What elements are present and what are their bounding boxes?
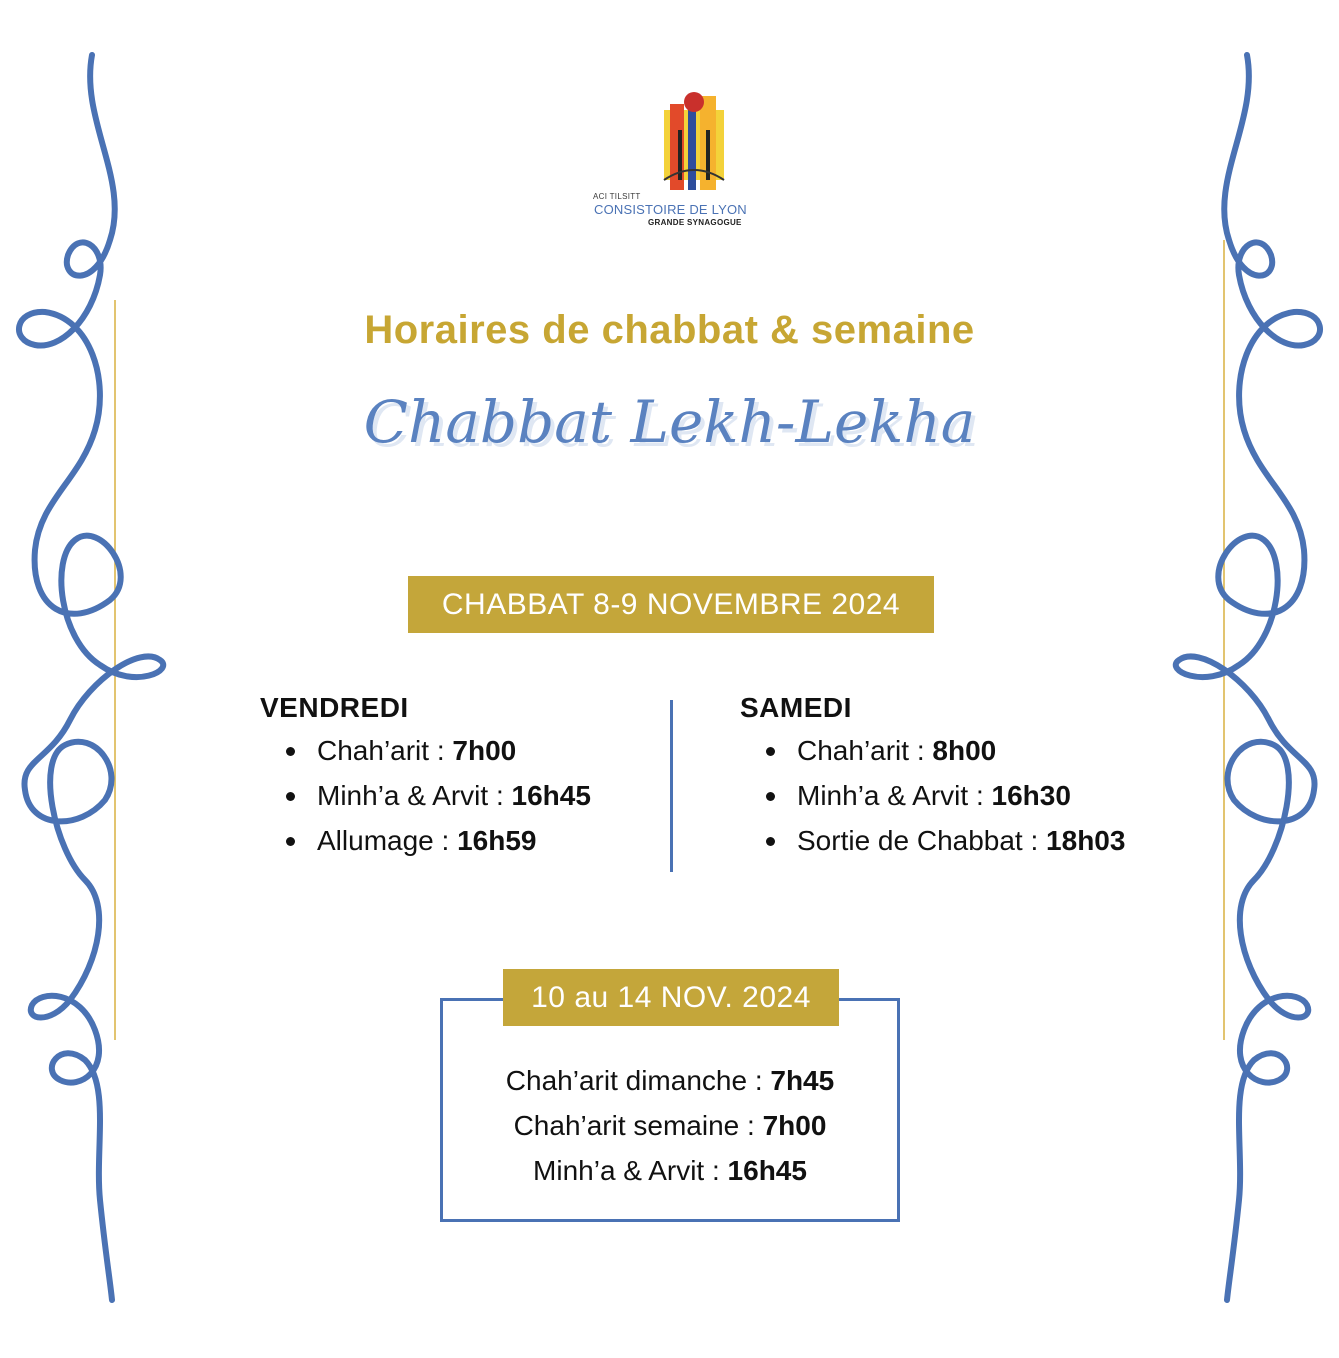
list-item: Sortie de Chabbat : 18h03 [740, 818, 1125, 863]
list-item: Minh’a & Arvit : 16h45 [260, 773, 591, 818]
week-line: Chah’arit dimanche : 7h45 [505, 1065, 835, 1096]
column-divider [670, 700, 673, 872]
logo-sub-text: GRANDE SYNAGOGUE [648, 218, 742, 227]
vendredi-column [260, 692, 591, 863]
consistoire-logo [580, 90, 760, 230]
left-swirl-ornament [0, 0, 175, 1358]
samedi-heading: SAMEDI [740, 692, 852, 723]
vendredi-heading: VENDREDI [260, 692, 409, 723]
list-item: Minh’a & Arvit : 16h30 [740, 773, 1125, 818]
week-line: Minh’a & Arvit : 16h45 [533, 1155, 807, 1186]
page-title: Horaires de chabbat & semaine [364, 308, 975, 352]
list-item: Chah’arit : 8h00 [740, 728, 1125, 773]
synagogue-illustration-icon [660, 90, 730, 195]
bullet-icon [766, 747, 775, 756]
bullet-icon [286, 837, 295, 846]
right-swirl-ornament [1164, 0, 1339, 1358]
list-item: Chah’arit : 7h00 [260, 728, 591, 773]
bullet-icon [766, 837, 775, 846]
logo-small-text: ACI TILSITT [593, 192, 641, 201]
week-line: Chah’arit semaine : 7h00 [513, 1110, 827, 1141]
week-date-banner: 10 au 14 NOV. 2024 [503, 969, 839, 1026]
page-subtitle: Chabbat Lekh-Lekha [363, 388, 976, 456]
bullet-icon [286, 792, 295, 801]
logo-main-text: CONSISTOIRE DE LYON [594, 202, 747, 217]
samedi-column [740, 692, 1125, 863]
chabbat-date-banner: CHABBAT 8-9 NOVEMBRE 2024 [408, 576, 934, 633]
list-item: Allumage : 16h59 [260, 818, 591, 863]
week-schedule-lines [440, 1058, 900, 1193]
bullet-icon [766, 792, 775, 801]
bullet-icon [286, 747, 295, 756]
